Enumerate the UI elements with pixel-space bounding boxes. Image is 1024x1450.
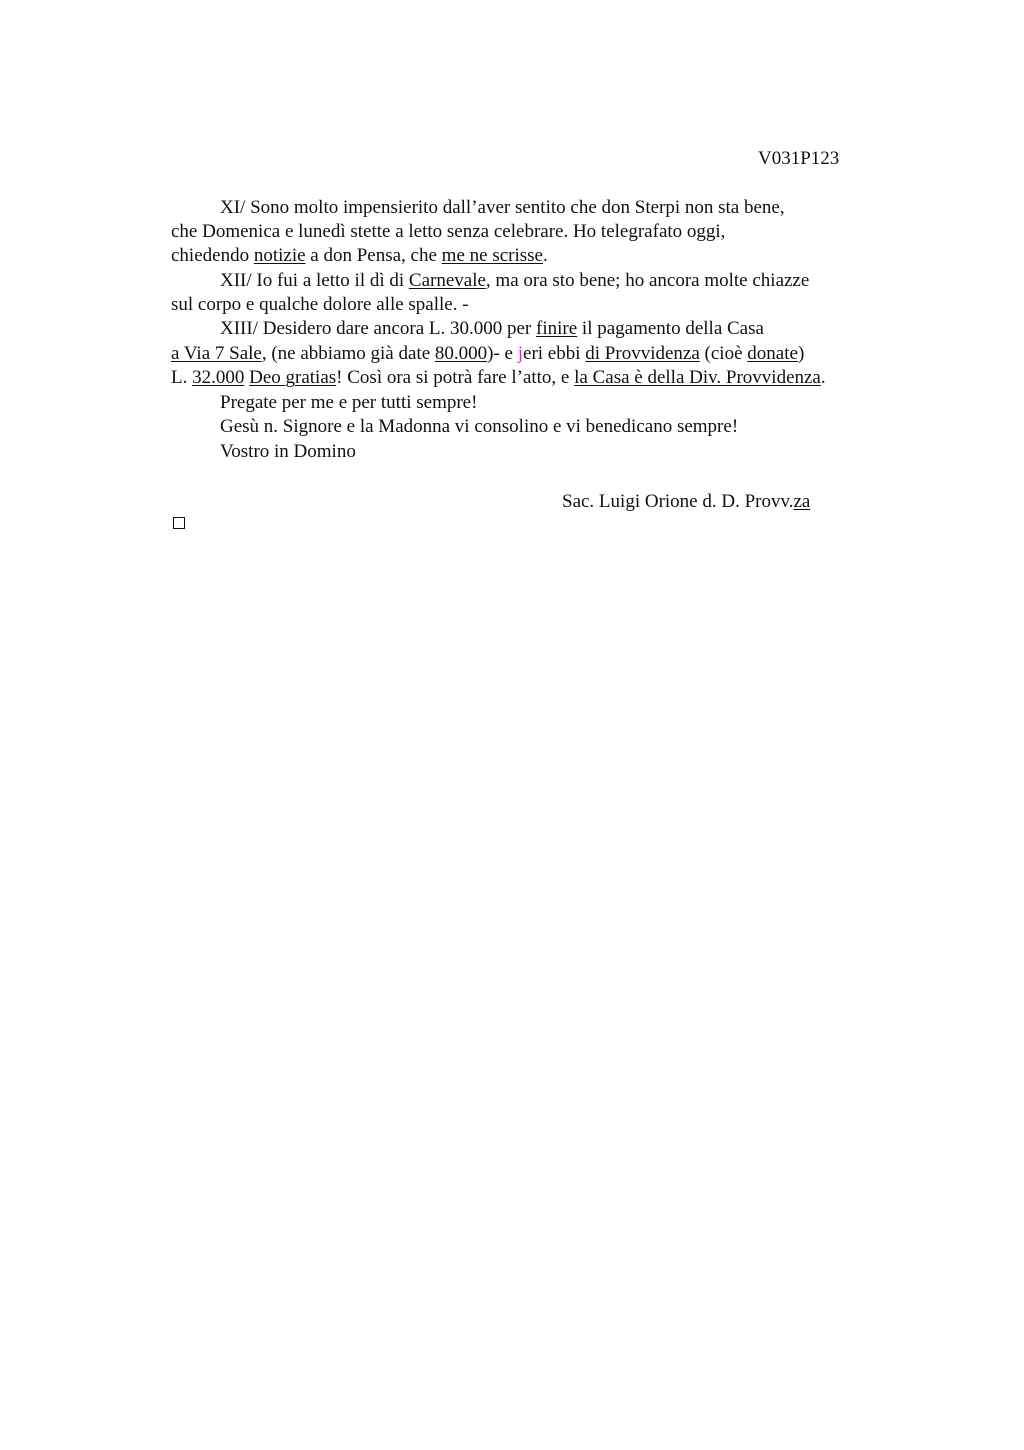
paragraph-xii-line-1 [220, 270, 809, 292]
text-segment: eri ebbi [523, 343, 586, 364]
text-segment: il pagamento della Casa [577, 318, 764, 339]
text-segment: a don Pensa, che [305, 245, 442, 266]
underlined-text: Deo gratias [249, 367, 337, 388]
underlined-text: 32.000 [192, 367, 245, 388]
text-segment: . [820, 367, 826, 388]
underlined-text: donate [747, 343, 798, 364]
signature-suffix: za [793, 491, 811, 512]
underlined-text: a Via 7 Sale [171, 343, 262, 364]
text-segment: XII/ Io fui a letto il dì di [220, 270, 409, 291]
text-segment: XI/ Sono molto impensierito dall’aver sentito che don Sterpi non sta bene, [220, 197, 785, 218]
paragraph-xi-line-3 [171, 245, 548, 267]
paragraph-xiii-line-2 [171, 343, 804, 365]
text-segment: XIII/ Desidero dare ancora L. 30.000 per [220, 318, 537, 339]
underlined-text: notizie [253, 245, 306, 266]
text-segment: Gesù n. Signore e la Madonna vi consolino e vi benedicano sempre! [220, 416, 739, 437]
document-reference: V031P123 [758, 148, 840, 169]
text-segment: , (ne abbiamo già date [261, 343, 435, 364]
paragraph-xi-line-1 [220, 197, 785, 219]
text-segment: sul corpo e qualche dolore alle spalle. - [171, 294, 469, 315]
text-segment: Pregate per me e per tutti sempre! [220, 392, 478, 413]
closing-line-valediction [220, 441, 356, 463]
text-segment: , ma ora sto bene; ho ancora molte chiazze [485, 270, 810, 291]
paragraph-xii-line-2 [171, 294, 469, 316]
signature [562, 491, 810, 513]
highlighted-letter: j [517, 343, 524, 364]
underlined-text: me ne scrisse [441, 245, 543, 266]
text-segment: (cioè [699, 343, 748, 364]
closing-line-prayer [220, 392, 477, 414]
text-segment: L. [171, 367, 193, 388]
text-segment: ! Così ora si potrà fare l’atto, e [336, 367, 575, 388]
underlined-text: la Casa è della Div. Provvidenza [574, 367, 821, 388]
underlined-text: Carnevale [408, 270, 486, 291]
signature-text: Sac. Luigi Orione d. D. Provv. [562, 491, 794, 512]
text-segment: . [542, 245, 548, 266]
text-segment: )- e [487, 343, 518, 364]
text-segment: ) [797, 343, 805, 364]
closing-line-blessing [220, 416, 738, 438]
underlined-text: finire [536, 318, 578, 339]
paragraph-xi-line-2 [171, 221, 725, 243]
text-segment: chiedendo [171, 245, 254, 266]
paragraph-xiii-line-1 [220, 318, 764, 340]
text-segment: che Domenica e lunedì stette a letto senza celebrare. Ho telegrafato oggi, [171, 221, 726, 242]
underlined-text: di Provvidenza [585, 343, 700, 364]
text-segment: Vostro in Domino [220, 441, 356, 462]
paragraph-xiii-line-3 [171, 367, 826, 389]
checkbox-square-icon [173, 517, 185, 529]
underlined-text: 80.000 [434, 343, 488, 364]
